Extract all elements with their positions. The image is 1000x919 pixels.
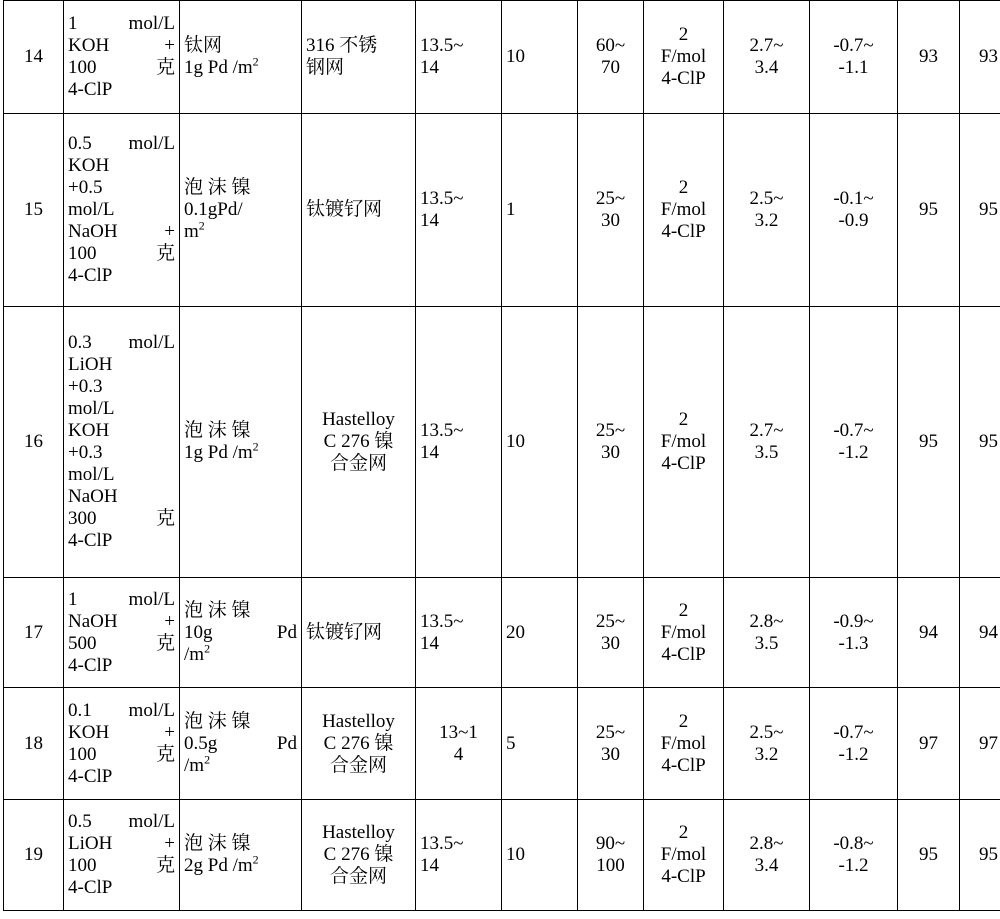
- cell-temperature: 25~ 30: [578, 688, 644, 800]
- cell-electrolyte: 0.1 mol/L KOH + 100 克 4-ClP: [64, 688, 180, 800]
- cell-cathode: 泡 沫 镍 2g Pd $/m^2$: [180, 800, 302, 911]
- cell-yield: 95: [960, 114, 1000, 307]
- table-row: [4, 578, 1000, 688]
- table-row: [4, 307, 1000, 578]
- cell-conversion: 95: [898, 114, 960, 307]
- cell-cathode: 钛网 1g Pd $/m^2$: [180, 1, 302, 114]
- cell-charge: 2 F/mol 4-ClP: [644, 578, 724, 688]
- cell-temperature: 90~ 100: [578, 800, 644, 911]
- cell-current: 10: [502, 1, 578, 114]
- cell-electrolyte: 0.3 mol/L LiOH +0.3 mol/L KOH +0.3 mol/L NaOH 300 克 4-ClP: [64, 307, 180, 578]
- cell-potential: -0.7~ -1.2: [810, 688, 898, 800]
- cell-anode: 316 不锈 钢网: [302, 1, 416, 114]
- cell-yield: 97: [960, 688, 1000, 800]
- cell-anode: 钛镀钌网: [302, 114, 416, 307]
- cell-yield: 93: [960, 1, 1000, 114]
- cell-cathode: 泡 沫 镍 1g Pd $/m^2$: [180, 307, 302, 578]
- cell-ph: 13~1 4: [416, 688, 502, 800]
- data-table: [3, 0, 1000, 911]
- cell-conversion: 93: [898, 1, 960, 114]
- cell-conversion: 97: [898, 688, 960, 800]
- cell-yield: 95: [960, 800, 1000, 911]
- cell-potential: -0.7~ -1.2: [810, 307, 898, 578]
- cell-potential: -0.7~ -1.1: [810, 1, 898, 114]
- cell-current: 20: [502, 578, 578, 688]
- cell-yield: 95: [960, 307, 1000, 578]
- cell-temperature: 60~ 70: [578, 1, 644, 114]
- cell-voltage: 2.7~ 3.4: [724, 1, 810, 114]
- table-row: [4, 800, 1000, 911]
- table-row: [4, 114, 1000, 307]
- cell-ph: 13.5~ 14: [416, 578, 502, 688]
- cell-voltage: 2.8~ 3.5: [724, 578, 810, 688]
- cell-anode: 钛镀钌网: [302, 578, 416, 688]
- cell-ph: 13.5~ 14: [416, 800, 502, 911]
- cell-current: 10: [502, 800, 578, 911]
- cell-yield: 94: [960, 578, 1000, 688]
- cell-temperature: 25~ 30: [578, 578, 644, 688]
- cell-charge: 2 F/mol 4-ClP: [644, 688, 724, 800]
- cell-no: 16: [4, 307, 64, 578]
- cell-cathode: 泡 沫 镍 0.5g Pd $/m^2$: [180, 688, 302, 800]
- table-row: [4, 688, 1000, 800]
- cell-voltage: 2.7~ 3.5: [724, 307, 810, 578]
- cell-ph: 13.5~ 14: [416, 307, 502, 578]
- cell-no: 17: [4, 578, 64, 688]
- cell-conversion: 95: [898, 307, 960, 578]
- cell-voltage: 2.5~ 3.2: [724, 688, 810, 800]
- cell-current: 5: [502, 688, 578, 800]
- cell-cathode: 泡 沫 镍 10g Pd $/m^2$: [180, 578, 302, 688]
- cell-electrolyte: 0.5 mol/L KOH +0.5 mol/L NaOH + 100 克 4-ClP: [64, 114, 180, 307]
- cell-potential: -0.8~ -1.2: [810, 800, 898, 911]
- cell-anode: Hastelloy C 276 镍 合金网: [302, 688, 416, 800]
- cell-electrolyte: 1 mol/L KOH + 100 克 4-ClP: [64, 1, 180, 114]
- cell-no: 18: [4, 688, 64, 800]
- cell-voltage: 2.5~ 3.2: [724, 114, 810, 307]
- cell-conversion: 94: [898, 578, 960, 688]
- cell-electrolyte: 0.5 mol/L LiOH + 100 克 4-ClP: [64, 800, 180, 911]
- cell-current: 10: [502, 307, 578, 578]
- cell-temperature: 25~ 30: [578, 114, 644, 307]
- cell-potential: -0.1~ -0.9: [810, 114, 898, 307]
- cell-conversion: 95: [898, 800, 960, 911]
- cell-no: 19: [4, 800, 64, 911]
- cell-cathode: 泡 沫 镍 0.1gPd/ $m^2$: [180, 114, 302, 307]
- cell-electrolyte: 1 mol/L NaOH + 500 克 4-ClP: [64, 578, 180, 688]
- cell-anode: Hastelloy C 276 镍 合金网: [302, 307, 416, 578]
- table-row: [4, 1, 1000, 114]
- cell-charge: 2 F/mol 4-ClP: [644, 307, 724, 578]
- cell-no: 14: [4, 1, 64, 114]
- cell-ph: 13.5~ 14: [416, 1, 502, 114]
- cell-no: 15: [4, 114, 64, 307]
- cell-potential: -0.9~ -1.3: [810, 578, 898, 688]
- cell-current: 1: [502, 114, 578, 307]
- cell-charge: 2 F/mol 4-ClP: [644, 114, 724, 307]
- cell-charge: 2 F/mol 4-ClP: [644, 800, 724, 911]
- cell-anode: Hastelloy C 276 镍 合金网: [302, 800, 416, 911]
- cell-temperature: 25~ 30: [578, 307, 644, 578]
- cell-charge: 2 F/mol 4-ClP: [644, 1, 724, 114]
- cell-voltage: 2.8~ 3.4: [724, 800, 810, 911]
- cell-ph: 13.5~ 14: [416, 114, 502, 307]
